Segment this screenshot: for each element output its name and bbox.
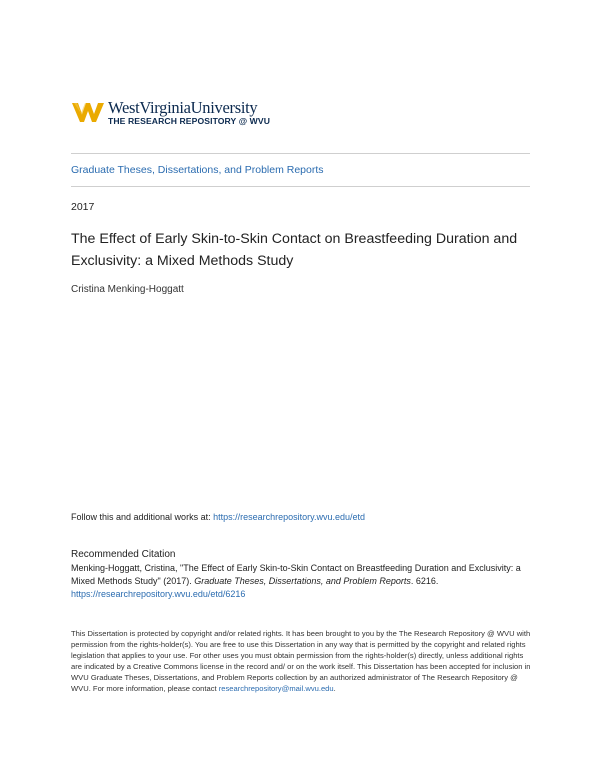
repository-name: THE RESEARCH REPOSITORY @ WVU <box>108 116 271 126</box>
citation-heading: Recommended Citation <box>71 549 176 560</box>
citation-series: Graduate Theses, Dissertations, and Problem Reports <box>194 576 411 586</box>
citation-text <box>71 562 533 601</box>
wvu-logo[interactable] <box>72 98 332 132</box>
author-name[interactable]: Cristina Menking-Hoggatt <box>71 284 184 295</box>
citation-body: Menking-Hoggatt, Cristina, "The Effect of Early Skin-to-Skin Contact on Breastfeeding Duration and Exclusivity: a Mixed Methods Study" (2017). <box>71 563 521 586</box>
follow-line <box>71 512 365 522</box>
university-name: WestVirginiaUniversity <box>108 98 258 117</box>
citation-link[interactable]: https://researchrepository.wvu.edu/etd/6216 <box>71 589 246 599</box>
collection-link[interactable]: Graduate Theses, Dissertations, and Problem Reports <box>71 164 324 176</box>
flying-wv-icon <box>72 100 108 124</box>
follow-link[interactable]: https://researchrepository.wvu.edu/etd <box>213 512 365 522</box>
follow-prefix: Follow this and additional works at: <box>71 512 214 522</box>
rights-text: This Dissertation is protected by copyright and/or related rights. It has been brought to you by the The Research Repository @ WVU with permission from the rights-holder(s). You are free to use this Dissertation in any way that is permitted by the copyright and related rights legislation that applies to your use. For other uses you must obtain permission from the rights-holder(s) directly, unless additional rights are indicated by a Creative Commons license in the record and/ or on the work itself. This Dissertation has been accepted for inclusion in WVU Graduate Theses, Dissertations, and Problem Reports collection by an authorized administrator of The Research Repository @ WVU. For more information, please contact <box>71 629 531 693</box>
divider-bottom <box>71 186 530 187</box>
citation-number: . 6216. <box>410 576 439 586</box>
contact-email-link[interactable]: researchrepository@mail.wvu.edu <box>218 684 334 693</box>
divider-top <box>71 153 530 154</box>
document-title: The Effect of Early Skin-to-Skin Contact on Breastfeeding Duration and Exclusivity: a Mixed Methods Study <box>71 231 518 269</box>
publication-year: 2017 <box>71 201 95 213</box>
rights-end: . <box>333 684 336 693</box>
rights-statement <box>71 628 533 694</box>
